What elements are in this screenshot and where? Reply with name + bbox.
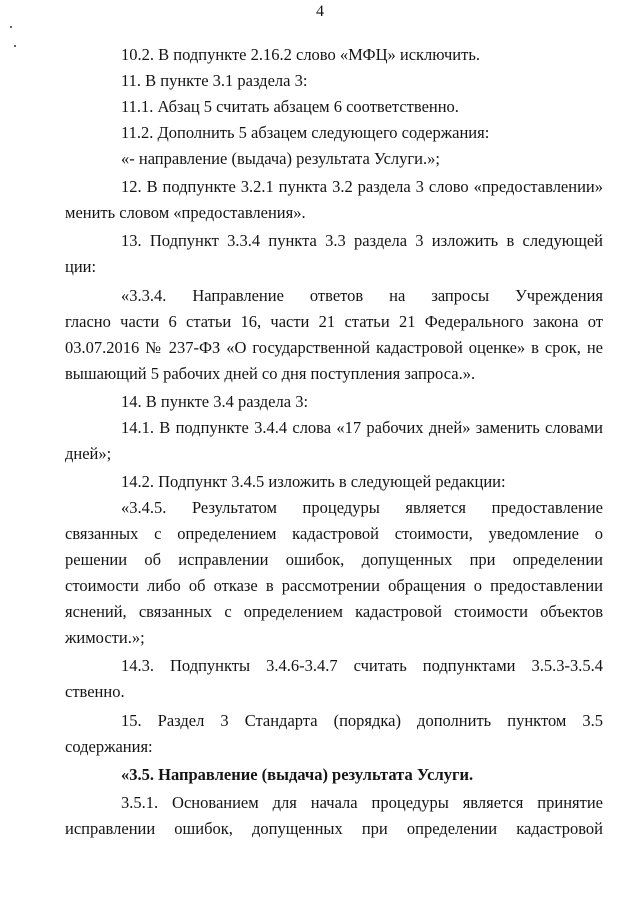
- line-3-5-1-a: 3.5.1. Основанием для начала процедуры является принятие: [121, 793, 603, 812]
- line-14-2: 14.2. Подпункт 3.4.5 изложить в следующей редакции:: [121, 472, 506, 491]
- line-3-3-4-b: гласно части 6 статьи 16, части 21 статьи 21 Федерального закона от: [65, 312, 603, 331]
- line-11-2: 11.2. Дополнить 5 абзацем следующего содержания:: [121, 123, 490, 142]
- line-3-4-5-b: связанных с определением кадастровой стоимости, уведомление о: [65, 524, 603, 543]
- line-15-b: содержания:: [65, 737, 153, 756]
- line-3-3-4-a: «3.3.4. Направление ответов на запросы Учреждения: [121, 286, 603, 305]
- scan-speck: [10, 26, 12, 28]
- line-12-b: менить словом «предоставления».: [65, 203, 306, 222]
- section-3-5-heading: «3.5. Направление (выдача) результата Услуги.: [121, 765, 474, 784]
- line-14: 14. В пункте 3.4 раздела 3:: [121, 392, 309, 411]
- line-11: 11. В пункте 3.1 раздела 3:: [121, 71, 308, 90]
- line-3-4-5-f: жимости.»;: [65, 628, 145, 647]
- line-10-2: 10.2. В подпункте 2.16.2 слово «МФЦ» исключить.: [121, 45, 480, 64]
- line-14-3-b: ственно.: [65, 682, 125, 701]
- line-3-4-5-c: решении об исправлении ошибок, допущенных при определении: [65, 550, 603, 569]
- line-15-a: 15. Раздел 3 Стандарта (порядка) дополнить пунктом 3.5: [121, 711, 603, 730]
- scan-speck: [14, 45, 16, 47]
- line-3-5-1-b: исправлении ошибок, допущенных при определении кадастровой: [65, 819, 603, 838]
- line-14-1-b: дней»;: [65, 444, 112, 463]
- line-3-4-5-d: стоимости либо об отказе в рассмотрении обращения о предоставлении: [65, 576, 603, 595]
- line-3-4-5-a: «3.4.5. Результатом процедуры является предоставление: [121, 498, 603, 517]
- line-14-3-a: 14.3. Подпункты 3.4.6-3.4.7 считать подпунктами 3.5.3-3.5.4: [121, 656, 603, 675]
- line-13-b: ции:: [65, 257, 97, 276]
- line-3-3-4-d: вышающий 5 рабочих дней со дня поступления запроса.».: [65, 364, 476, 383]
- line-11-2-content: «- направление (выдача) результата Услуги.»;: [121, 149, 440, 168]
- line-14-1-a: 14.1. В подпункте 3.4.4 слова «17 рабочих дней» заменить словами: [121, 418, 603, 437]
- line-3-3-4-c: 03.07.2016 № 237-ФЗ «О государственной кадастровой оценке» в срок, не: [65, 338, 603, 357]
- line-13-a: 13. Подпункт 3.3.4 пункта 3.3 раздела 3 изложить в следующей: [121, 231, 603, 250]
- page-number: 4: [316, 3, 324, 20]
- line-11-1: 11.1. Абзац 5 считать абзацем 6 соответственно.: [121, 97, 459, 116]
- line-3-4-5-e: яснений, связанных с определением кадастровой стоимости объектов: [65, 602, 603, 621]
- line-12-a: 12. В подпункте 3.2.1 пункта 3.2 раздела 3 слово «предоставлении»: [121, 177, 603, 196]
